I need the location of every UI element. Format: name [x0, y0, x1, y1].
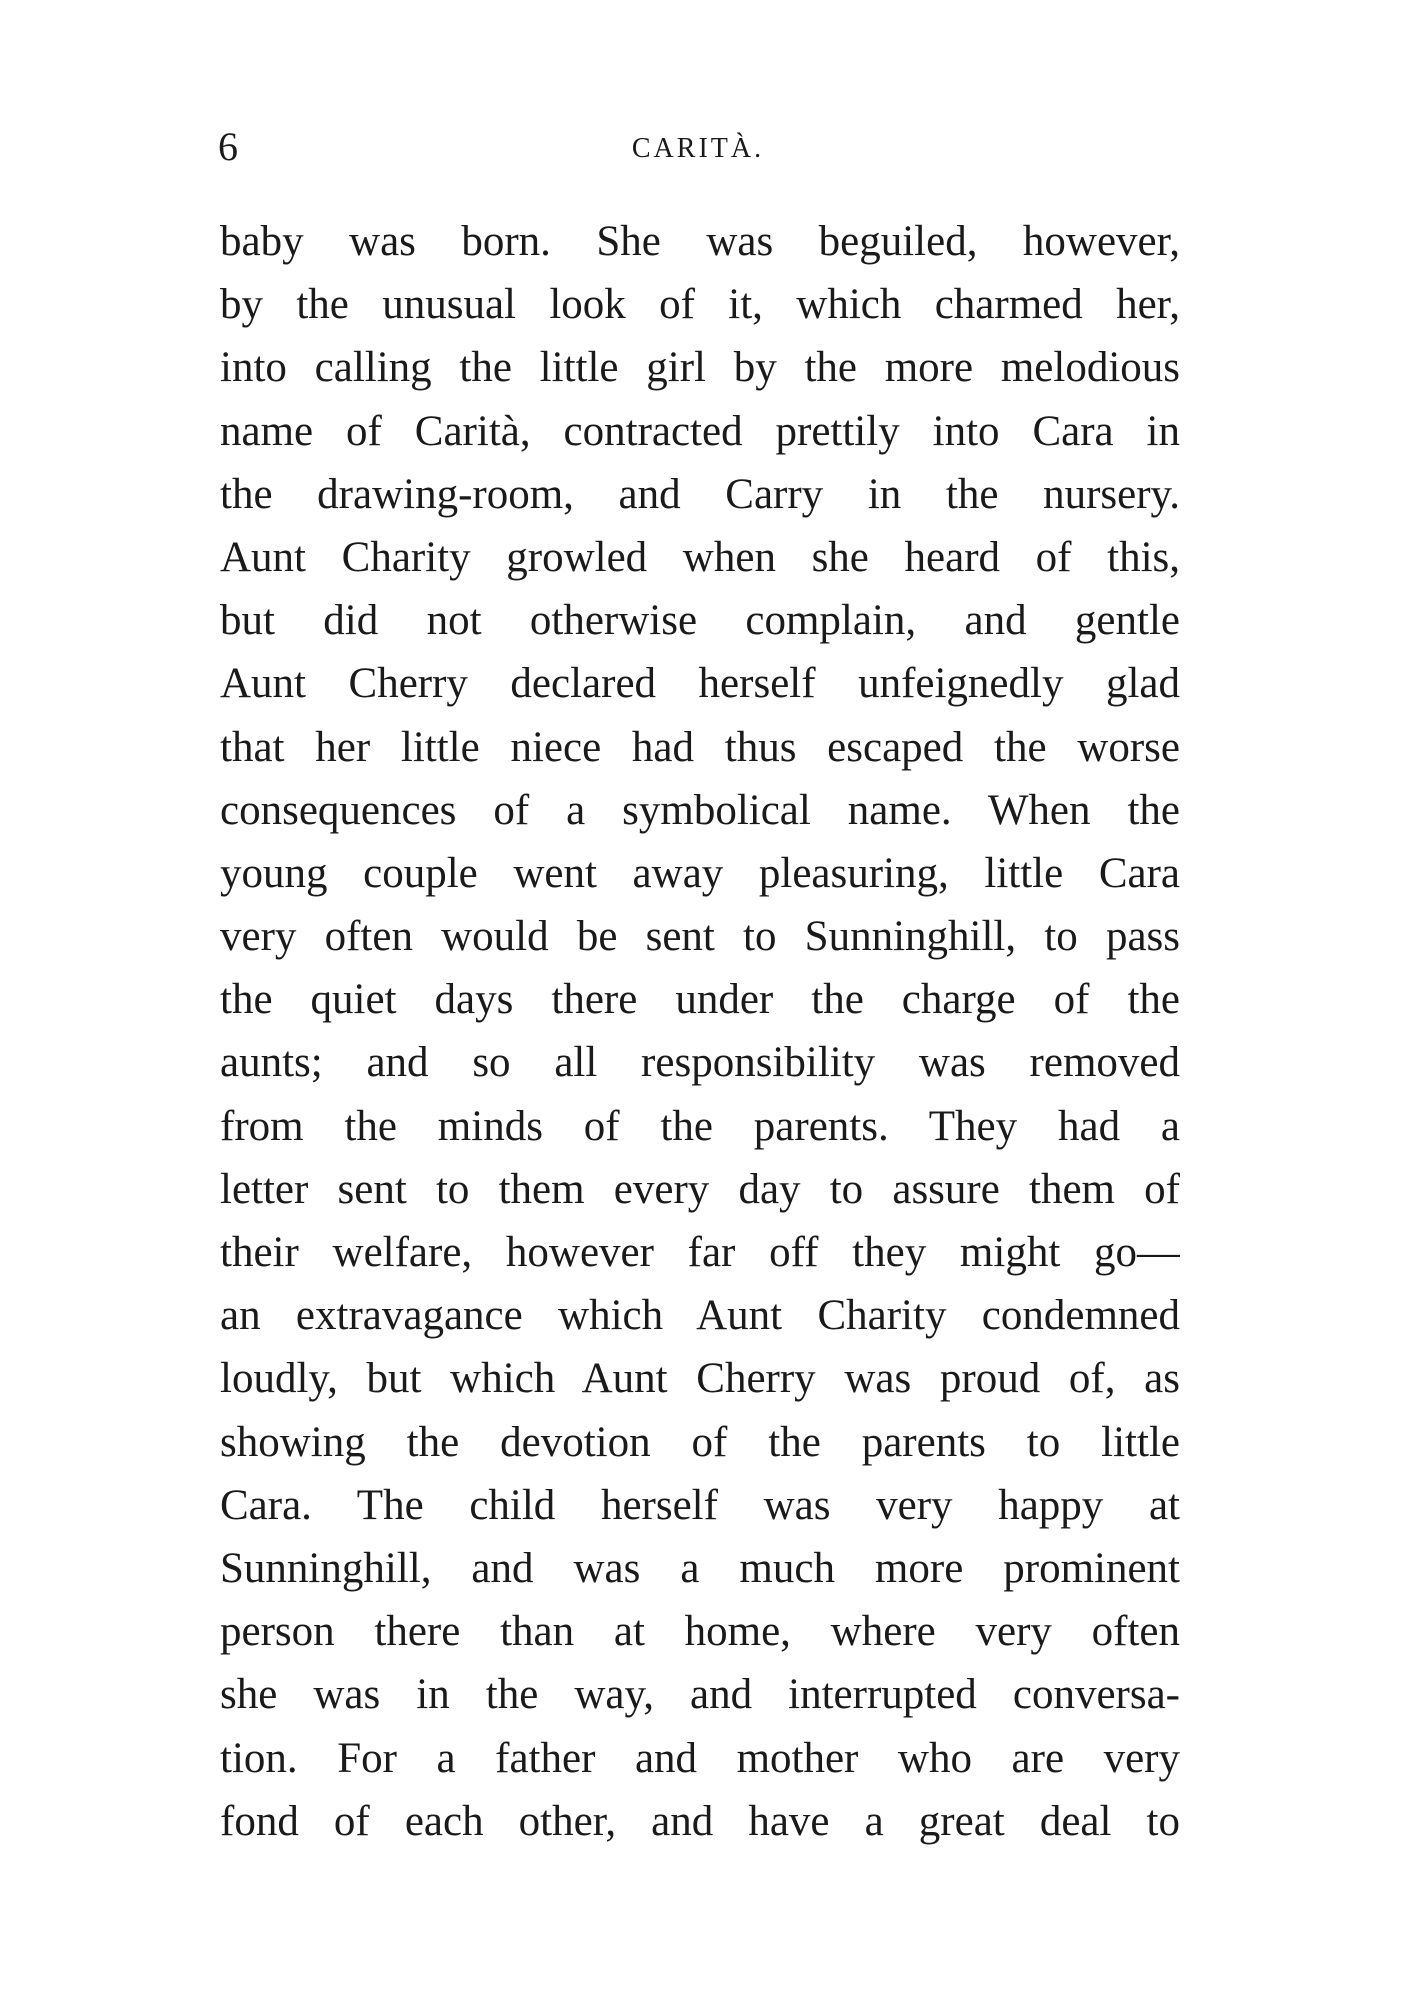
running-title: CARITÀ. — [631, 133, 765, 164]
text-line: person there than at home, where very often — [220, 1608, 1180, 1656]
text-line: loudly, but which Aunt Cherry was proud of, as — [220, 1355, 1180, 1403]
text-line: Aunt Charity growled when she heard of this, — [220, 533, 1180, 581]
text-line: very often would be sent to Sunninghill, to pass — [220, 913, 1180, 961]
text-line: tion. For a father and mother who are very — [220, 1734, 1180, 1782]
text-line: name of Carità, contracted prettily into Cara in — [220, 407, 1180, 455]
text-line: Cara. The child herself was very happy at — [220, 1481, 1180, 1529]
page-number: 6 — [218, 124, 238, 169]
text-line: letter sent to them every day to assure them of — [220, 1165, 1180, 1213]
text-line: by the unusual look of it, which charmed her, — [220, 281, 1180, 329]
text-line: their welfare, however far off they might go— — [220, 1229, 1180, 1276]
text-line: young couple went away pleasuring, little Cara — [220, 849, 1180, 897]
text-line: the drawing-room, and Carry in the nursery. — [220, 470, 1180, 518]
text-line: aunts; and so all responsibility was removed — [220, 1039, 1180, 1087]
text-line: baby was born. She was beguiled, however, — [220, 218, 1180, 265]
running-head — [218, 122, 1178, 172]
text-line: Aunt Cherry declared herself unfeignedly glad — [220, 660, 1180, 708]
text-line: fond of each other, and have a great deal to — [220, 1797, 1180, 1845]
body-text — [220, 210, 1180, 1853]
text-line: but did not otherwise complain, and gentle — [220, 597, 1180, 645]
text-line: consequences of a symbolical name. When the — [220, 786, 1180, 834]
text-line: that her little niece had thus escaped the worse — [220, 723, 1180, 771]
text-line: the quiet days there under the charge of the — [220, 976, 1180, 1024]
text-line: an extravagance which Aunt Charity condemned — [220, 1292, 1180, 1340]
text-line: she was in the way, and interrupted conversa- — [220, 1671, 1180, 1719]
text-line: Sunninghill, and was a much more prominent — [220, 1544, 1180, 1592]
text-line: from the minds of the parents. They had a — [220, 1102, 1180, 1150]
text-line: into calling the little girl by the more melodious — [220, 344, 1180, 392]
text-line: showing the devotion of the parents to little — [220, 1418, 1180, 1466]
